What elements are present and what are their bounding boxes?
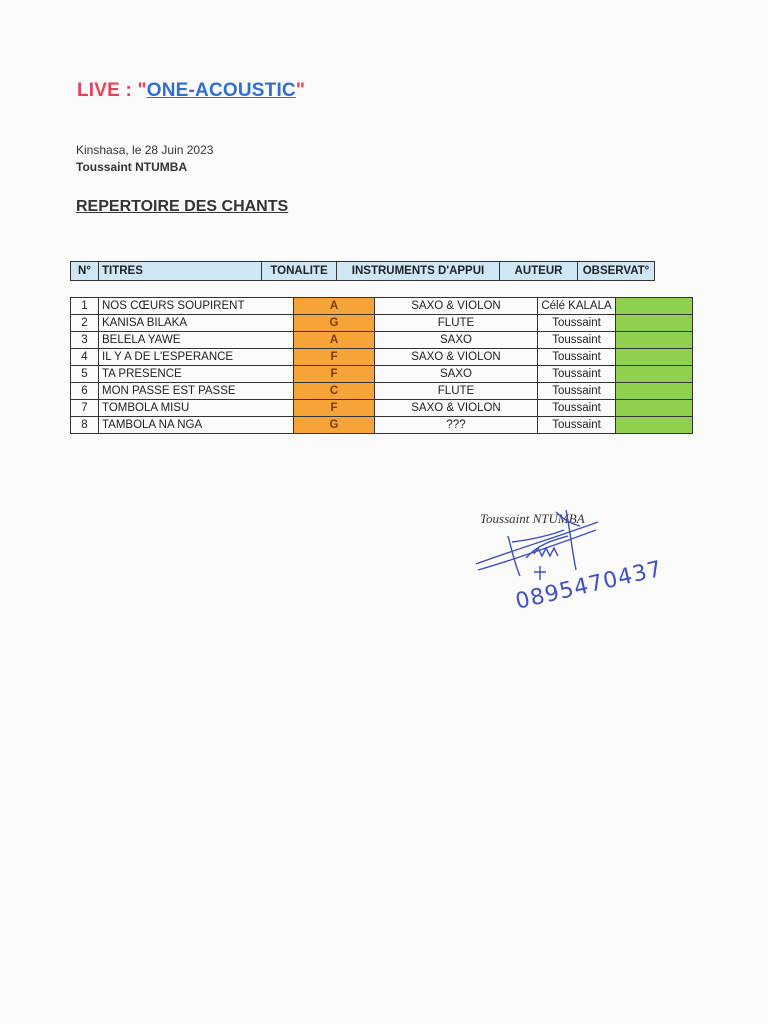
table-row <box>71 400 693 417</box>
song-title: TOMBOLA MISU <box>99 400 294 417</box>
column-header-titles: TITRES <box>99 262 262 281</box>
song-instruments: SAXO <box>375 332 538 349</box>
song-author: Toussaint <box>538 349 616 366</box>
row-number: 5 <box>71 366 99 383</box>
song-author: Toussaint <box>538 366 616 383</box>
song-title: IL Y A DE L'ESPERANCE <box>99 349 294 366</box>
song-title: BELELA YAWE <box>99 332 294 349</box>
phone-number: 0895470437 <box>513 556 665 615</box>
song-key: C <box>294 383 375 400</box>
row-number: 6 <box>71 383 99 400</box>
column-header-number: N° <box>71 262 99 281</box>
song-key: G <box>294 315 375 332</box>
song-observation <box>616 349 693 366</box>
place-date: Kinshasa, le 28 Juin 2023 <box>76 143 214 157</box>
song-author: Toussaint <box>538 417 616 434</box>
song-observation <box>616 417 693 434</box>
song-key: A <box>294 332 375 349</box>
table-row <box>71 366 693 383</box>
table-row <box>71 315 693 332</box>
event-title <box>77 80 305 102</box>
song-observation <box>616 366 693 383</box>
song-observation <box>616 332 693 349</box>
song-author: Toussaint <box>538 315 616 332</box>
song-author: Toussaint <box>538 332 616 349</box>
table-row <box>71 383 693 400</box>
row-number: 1 <box>71 298 99 315</box>
row-number: 8 <box>71 417 99 434</box>
song-key: G <box>294 417 375 434</box>
song-title: MON PASSE EST PASSE <box>99 383 294 400</box>
song-author: Célé KALALA <box>538 298 616 315</box>
song-observation <box>616 298 693 315</box>
song-observation <box>616 400 693 417</box>
table-row <box>71 298 693 315</box>
row-number: 3 <box>71 332 99 349</box>
song-key: F <box>294 349 375 366</box>
section-title: REPERTOIRE DES CHANTS <box>76 198 289 215</box>
song-instruments: SAXO & VIOLON <box>375 400 538 417</box>
column-header-observation: OBSERVAT° <box>578 262 655 281</box>
row-number: 2 <box>71 315 99 332</box>
table-row <box>71 417 693 434</box>
song-key: A <box>294 298 375 315</box>
table-header <box>70 261 655 281</box>
song-key: F <box>294 400 375 417</box>
table-row <box>71 349 693 366</box>
song-instruments: FLUTE <box>375 383 538 400</box>
event-name: ONE-ACOUSTIC <box>146 80 296 101</box>
song-instruments: SAXO <box>375 366 538 383</box>
table-row <box>71 332 693 349</box>
song-instruments: SAXO & VIOLON <box>375 349 538 366</box>
signature-name: Toussaint NTUMBA <box>480 511 585 526</box>
song-title: KANISA BILAKA <box>99 315 294 332</box>
song-author: Toussaint <box>538 383 616 400</box>
song-title: NOS CŒURS SOUPIRENT <box>99 298 294 315</box>
song-instruments: FLUTE <box>375 315 538 332</box>
column-header-instruments: INSTRUMENTS D'APPUI <box>337 262 500 281</box>
column-header-author: AUTEUR <box>500 262 578 281</box>
song-title: TAMBOLA NA NGA <box>99 417 294 434</box>
song-observation <box>616 315 693 332</box>
song-title: TA PRESENCE <box>99 366 294 383</box>
row-number: 4 <box>71 349 99 366</box>
column-header-key: TONALITE <box>262 262 337 281</box>
document-author: Toussaint NTUMBA <box>76 160 188 174</box>
row-number: 7 <box>71 400 99 417</box>
song-instruments: SAXO & VIOLON <box>375 298 538 315</box>
song-author: Toussaint <box>538 400 616 417</box>
song-key: F <box>294 366 375 383</box>
song-observation <box>616 383 693 400</box>
live-prefix: LIVE : " <box>77 80 147 101</box>
songs-table <box>70 297 693 434</box>
live-suffix: " <box>295 80 306 101</box>
song-instruments: ??? <box>375 417 538 434</box>
